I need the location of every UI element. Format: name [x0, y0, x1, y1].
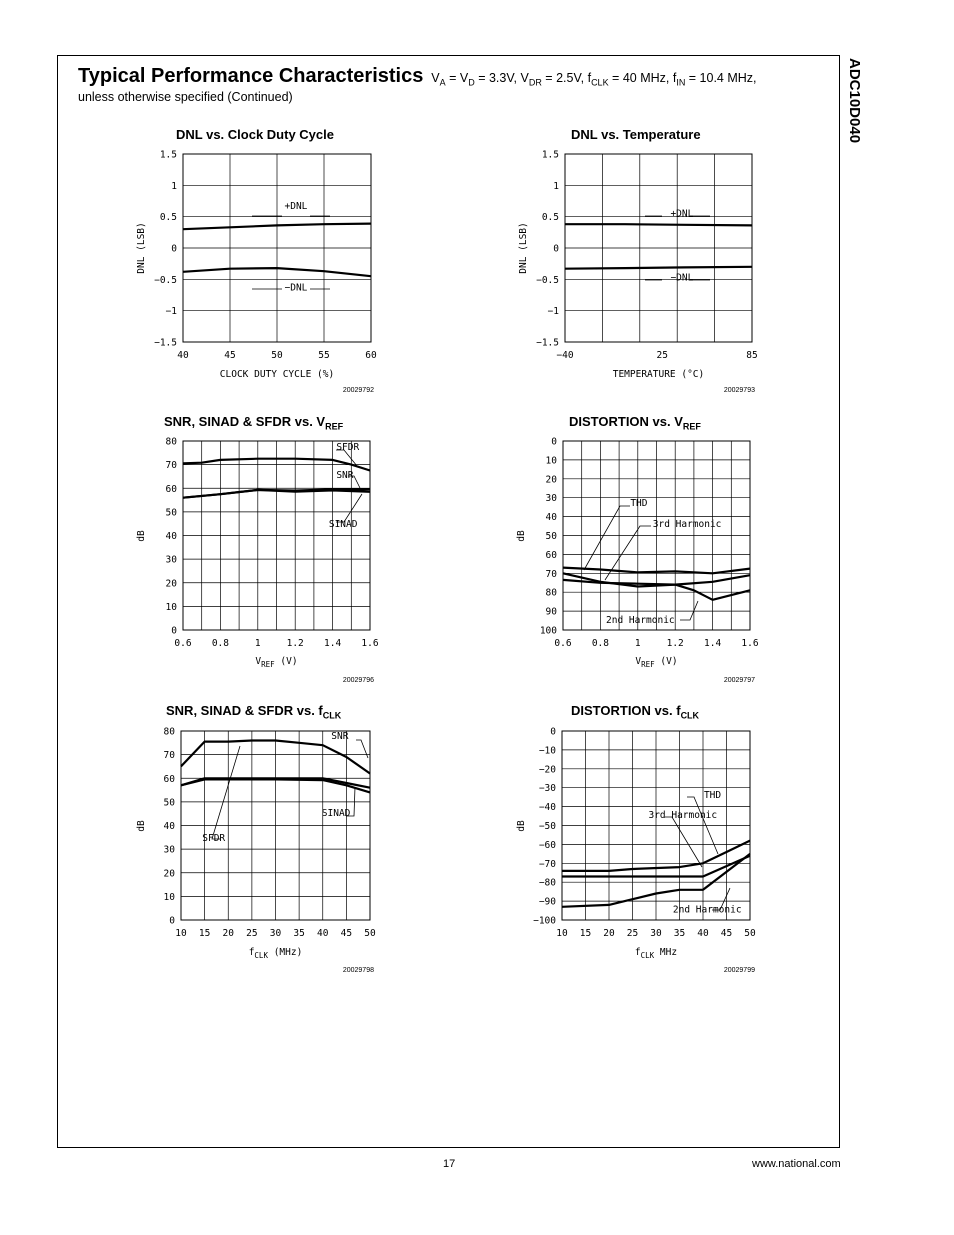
y-tick-label: 20 [545, 474, 557, 486]
figure-number: 20029797 [723, 677, 755, 684]
series-annotation: THD [703, 790, 722, 802]
annotation-leader [212, 746, 240, 839]
y-tick-label: 10 [165, 601, 177, 613]
y-tick-label: 0 [553, 243, 559, 255]
series-annotation: 3rd Harmonic [648, 809, 718, 821]
x-tick-label: 1.4 [324, 638, 342, 649]
y-tick-label: 30 [163, 844, 175, 856]
y-tick-label: 1.5 [541, 149, 559, 161]
x-tick-label: 55 [318, 350, 330, 361]
series-annotation: THD [630, 498, 648, 510]
y-tick-label: 1 [171, 180, 177, 192]
series-annotation: SFDR [336, 441, 360, 453]
y-tick-label: 50 [163, 797, 175, 809]
x-axis-label: $V_{REF}$ (V) [255, 656, 298, 669]
x-tick-label: 25 [656, 350, 668, 361]
x-tick-label: 50 [271, 350, 283, 361]
y-tick-label: −30 [538, 783, 556, 795]
y-tick-label: 60 [163, 773, 175, 785]
y-tick-label: 0.5 [541, 212, 559, 224]
section-conditions: $V_A = V_D = 3.3V$, $V_{DR} = 2.5V$, $f_{CLK} = 40$ MHz, $f_{IN} = 10.4$ MHz, [427, 71, 757, 88]
series-annotation: +DNL [670, 208, 694, 220]
y-tick-label: 70 [545, 568, 557, 580]
figure-number: 20029796 [342, 677, 374, 684]
y-tick-label: −1.5 [536, 337, 559, 349]
series-annotation: −DNL [284, 282, 308, 294]
x-tick-label: 40 [697, 928, 709, 939]
series-annotation: SNR [336, 470, 354, 482]
x-tick-label: 40 [177, 350, 189, 361]
y-tick-label: 70 [163, 750, 175, 762]
series-line-dnl [565, 267, 752, 269]
x-tick-label: 45 [720, 928, 733, 939]
y-tick-label: 1.5 [159, 149, 177, 161]
x-axis-label: $f_{CLK}$ (MHz) [248, 947, 303, 960]
section-title: Typical Performance Characteristics [78, 65, 424, 87]
y-tick-label: 40 [163, 821, 175, 832]
y-tick-label: −60 [538, 839, 556, 851]
series-annotation: SINAD [328, 519, 358, 531]
y-tick-label: 0 [171, 243, 177, 255]
chart-title-dnl-duty: DNL vs. Clock Duty Cycle [176, 127, 334, 142]
series-annotation: −DNL [670, 272, 694, 284]
chart-title-dist-fclk: DISTORTION vs. $f_{CLK}$ [571, 703, 700, 721]
y-tick-label: −20 [538, 764, 556, 776]
footer-site: www.national.com [752, 1158, 841, 1170]
x-tick-label: 30 [650, 928, 662, 939]
series-annotation: 2nd Harmonic [672, 904, 742, 916]
x-tick-label: 25 [246, 928, 258, 939]
y-tick-label: 0 [550, 726, 556, 738]
y-tick-label: 10 [163, 891, 175, 903]
y-tick-label: 30 [165, 554, 177, 566]
x-tick-label: 1 [634, 638, 641, 649]
x-tick-label: 10 [175, 928, 187, 939]
annotation-leader [680, 601, 698, 620]
x-tick-label: 45 [340, 928, 353, 939]
y-tick-label: 0 [169, 915, 175, 927]
y-tick-label: 0 [171, 625, 177, 637]
y-tick-label: 90 [545, 606, 557, 618]
x-tick-label: 20 [603, 928, 615, 939]
chart-title-snr-fclk: SNR, SINAD & SFDR vs. $f_{CLK}$ [166, 703, 342, 721]
y-tick-label: 80 [163, 726, 175, 738]
y-tick-label: −90 [538, 896, 556, 908]
x-tick-label: 85 [746, 350, 758, 361]
annotation-leader [356, 740, 368, 758]
x-tick-label: 1.6 [741, 638, 759, 649]
series-line-dnl [565, 224, 752, 225]
y-axis-label: dB [136, 820, 147, 832]
y-tick-label: 40 [165, 531, 177, 542]
x-tick-label: 1.2 [666, 638, 684, 649]
x-tick-label: 35 [293, 928, 305, 939]
y-tick-label: −40 [538, 802, 556, 814]
series-annotation: SNR [331, 731, 349, 743]
y-tick-label: 20 [163, 868, 175, 880]
annotation-leader [336, 494, 362, 522]
y-tick-label: −1 [165, 306, 177, 318]
y-tick-label: 80 [165, 436, 177, 448]
x-tick-label: 45 [224, 350, 236, 361]
x-tick-label: 40 [317, 928, 329, 939]
y-tick-label: 0.5 [159, 212, 177, 224]
y-tick-label: −0.5 [536, 274, 559, 286]
x-tick-label: 60 [365, 350, 377, 361]
part-number-label: ADC10D040 [846, 58, 863, 144]
series-annotation: +DNL [284, 201, 308, 213]
annotation-leader [665, 817, 702, 867]
x-tick-label: 50 [364, 928, 376, 939]
y-tick-label: −80 [538, 877, 556, 889]
y-tick-label: −50 [538, 821, 556, 832]
x-axis-label: TEMPERATURE (°C) [612, 369, 705, 380]
x-tick-label: 20 [222, 928, 234, 939]
x-tick-label: 15 [198, 928, 211, 939]
x-axis-label: $f_{CLK}$ MHz [634, 947, 678, 960]
y-tick-label: −10 [538, 745, 556, 757]
x-axis-label: $V_{REF}$ (V) [635, 656, 678, 669]
series-annotation: SINAD [321, 808, 351, 820]
x-tick-label: 0.6 [174, 638, 192, 649]
annotation-leader [584, 506, 630, 570]
y-tick-label: −100 [533, 915, 556, 927]
page-number: 17 [443, 1158, 456, 1170]
y-tick-label: 80 [545, 587, 557, 599]
y-tick-label: 60 [165, 483, 177, 495]
x-tick-label: 1.2 [286, 638, 304, 649]
y-tick-label: −70 [538, 858, 556, 870]
y-axis-label: DNL (LSB) [518, 222, 529, 274]
series-annotation: SFDR [202, 832, 226, 844]
x-axis-label: CLOCK DUTY CYCLE (%) [219, 369, 335, 380]
y-tick-label: −0.5 [154, 274, 177, 286]
x-tick-label: 1.4 [704, 638, 722, 649]
y-tick-label: 0 [551, 436, 557, 448]
x-tick-label: 0.8 [211, 638, 229, 649]
x-tick-label: 30 [269, 928, 282, 939]
x-tick-label: 35 [673, 928, 686, 939]
x-tick-label: −40 [556, 350, 574, 361]
section-conditions-continued: unless otherwise specified (Continued) [78, 90, 293, 104]
figure-number: 20029798 [342, 967, 374, 974]
y-tick-label: 70 [165, 460, 177, 472]
x-tick-label: 50 [744, 928, 756, 939]
x-tick-label: 0.6 [554, 638, 572, 649]
y-axis-label: dB [516, 820, 527, 832]
y-axis-label: dB [516, 530, 527, 542]
figure-number: 20029799 [723, 967, 755, 974]
y-tick-label: 50 [545, 531, 557, 542]
y-axis-label: dB [136, 530, 147, 542]
y-tick-label: 100 [539, 625, 557, 637]
x-tick-label: 1.6 [361, 638, 379, 649]
chart-title-dnl-temp: DNL vs. Temperature [571, 127, 701, 142]
y-tick-label: −1.5 [154, 337, 177, 349]
series-annotation: 3rd Harmonic [652, 518, 722, 530]
y-tick-label: 50 [165, 507, 177, 519]
figure-number: 20029792 [342, 387, 374, 394]
y-axis-label: DNL (LSB) [136, 222, 147, 274]
y-tick-label: 1 [553, 180, 559, 192]
x-tick-label: 10 [556, 928, 568, 939]
series-annotation: 2nd Harmonic [606, 614, 675, 626]
x-tick-label: 0.8 [591, 638, 609, 649]
y-tick-label: 40 [545, 512, 557, 524]
x-tick-label: 15 [579, 928, 592, 939]
x-tick-label: 25 [626, 928, 639, 939]
x-tick-label: 1 [254, 638, 261, 649]
y-tick-label: −1 [547, 306, 559, 318]
y-tick-label: 10 [545, 455, 557, 467]
y-tick-label: 20 [165, 578, 177, 590]
y-tick-label: 60 [545, 549, 557, 561]
chart-title-dist-vref: DISTORTION vs. $V_{REF}$ [569, 414, 701, 432]
y-tick-label: 30 [545, 493, 557, 505]
chart-title-snr-vref: SNR, SINAD & SFDR vs. $V_{REF}$ [164, 414, 344, 432]
figure-number: 20029793 [723, 387, 755, 394]
